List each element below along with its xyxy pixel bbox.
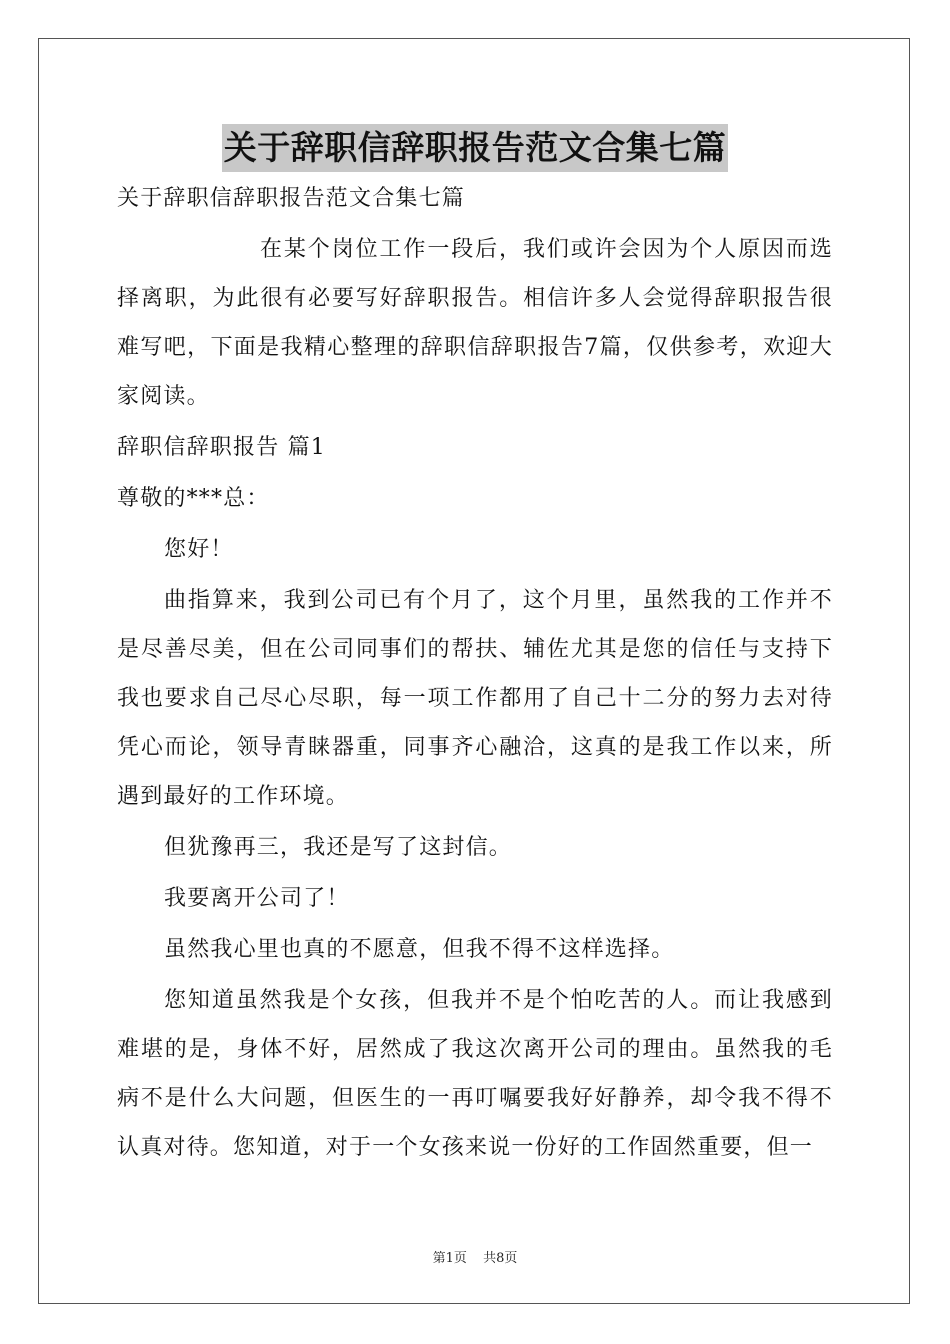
section-heading: 辞职信辞职报告 篇1	[117, 435, 326, 460]
greeting: 您好！	[164, 537, 234, 562]
body-paragraph: 您知道虽然我是个女孩，但我并不是个怕吃苦的人。而让我感到难堪的是，身体不好，居然成了我这次离开公司的理由。虽然我的毛病不是什么大问题，但医生的一再叮嘱要我好好静养，却令我不得不认真对待。您知道，对于一个女孩来说一份好的工作固然重要，但一	[117, 988, 833, 1160]
body-paragraph: 但犹豫再三，我还是写了这封信。	[164, 835, 513, 860]
body-paragraph: 曲指算来，我到公司已有个月了，这个月里，虽然我的工作并不是尽善尽美，但在公司同事们的帮扶、辅佐尤其是您的信任与支持下我也要求自己尽心尽职，每一项工作都用了自己十二分的努力去对待凭心而论，领导青睐器重，同事齐心融洽，这真的是我工作以来，所遇到最好的工作环境。	[117, 588, 833, 809]
salutation: 尊敬的***总：	[117, 486, 270, 511]
page-total: 共8页	[483, 1251, 518, 1266]
document-subtitle: 关于辞职信辞职报告范文合集七篇	[117, 186, 466, 211]
page-footer	[0, 1247, 950, 1266]
body-paragraph: 虽然我心里也真的不愿意，但我不得不这样选择。	[164, 937, 675, 962]
body-paragraph: 我要离开公司了！	[164, 886, 350, 911]
document-body	[117, 174, 833, 1172]
document-title: 关于辞职信辞职报告范文合集七篇	[222, 124, 729, 172]
title-container	[0, 124, 950, 172]
intro-paragraph: 在某个岗位工作一段后，我们或许会因为个人原因而选择离职，为此很有必要写好辞职报告。相信许多人会觉得辞职报告很难写吧，下面是我精心整理的辞职信辞职报告7篇，仅供参考，欢迎大家阅读。	[117, 237, 833, 409]
page-number: 第1页	[432, 1251, 467, 1266]
